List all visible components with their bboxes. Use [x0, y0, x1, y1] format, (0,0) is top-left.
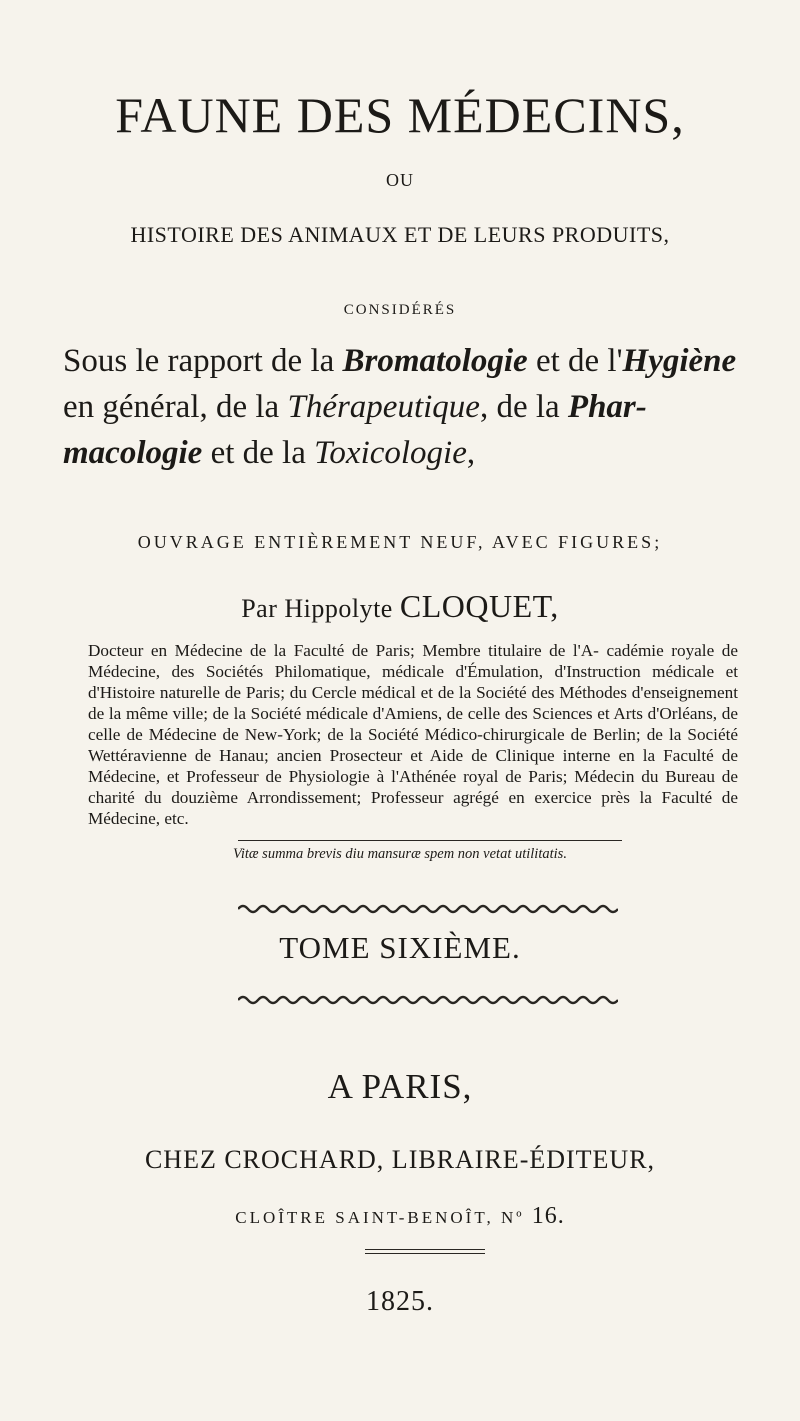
ornamental-border-top: [238, 903, 618, 915]
book-title: FAUNE DES MÉDECINS,: [115, 87, 685, 143]
publication-city: A PARIS,: [327, 1067, 473, 1106]
scope-text: en général, de la: [63, 389, 288, 425]
ornamental-border-bottom: [238, 994, 618, 1006]
volume-label: TOME SIXIÈME.: [279, 930, 521, 965]
considered-label: CONSIDÉRÉS: [343, 302, 457, 318]
latin-motto: Vitæ summa brevis diu mansuræ spem non vetat utilitatis.: [233, 846, 567, 862]
title-conjunction: OU: [386, 170, 414, 190]
address-number: 16.: [531, 1203, 565, 1229]
publication-year: 1825.: [366, 1286, 434, 1317]
scope-text: ,: [466, 435, 476, 471]
scope-toxicologie: Toxicologie: [314, 435, 467, 471]
scope-therapeutique: Thérapeutique: [287, 389, 480, 425]
author-prefix: Par Hippolyte: [241, 594, 393, 623]
author-name: CLOQUET,: [399, 588, 559, 624]
scope-bromatologie: Bromatologie: [342, 343, 528, 379]
scope-text: , de la: [479, 389, 568, 425]
work-description: OUVRAGE ENTIÈREMENT NEUF, AVEC FIGURES;: [137, 532, 663, 552]
divider-rule: [238, 840, 622, 841]
scope-pharmacologie: Phar- macologie: [63, 389, 647, 471]
double-rule: [365, 1249, 485, 1254]
book-subtitle: HISTOIRE DES ANIMAUX ET DE LEURS PRODUITS,: [130, 222, 670, 247]
author-line: [0, 588, 800, 625]
address-street: CLOÎTRE SAINT-BENOÎT, Nº: [235, 1208, 525, 1227]
scope-statement: [63, 338, 743, 476]
author-credentials: Docteur en Médecine de la Faculté de Paris; Membre titulaire de l'A- cadémie royale de Médecine, des Sociétés Philomatique, médicale d'Émulation, d'Instruction médicale et d'Histoire naturelle de Paris; du Cercle médical et de la Société des Méthodes d'enseignement de la même ville; de la Société médicale d'Amiens, de celle des Sciences et Arts d'Orléans, de celle de Médecine de New-York; de la Société Médico-chirurgicale de Berlin; de la Société Wettéravienne de Hanau; ancien Prosecteur et Aide de Clinique interne en la Faculté de Médecine, et Professeur de Physiologie à l'Athénée royal de Paris; Médecin du Bureau de charité du douzième Arrondissement; Professeur agrégé en exercice près la Faculté de Médecine, etc.: [88, 641, 738, 828]
publisher: CHEZ CROCHARD, LIBRAIRE-ÉDITEUR,: [144, 1145, 656, 1174]
scope-text: et de la: [202, 435, 315, 471]
scope-text: et de l': [527, 343, 623, 379]
publisher-address: [0, 1203, 800, 1230]
scope-text: Sous le rapport de la: [63, 343, 343, 379]
scope-hygiene: Hygiène: [622, 343, 737, 379]
